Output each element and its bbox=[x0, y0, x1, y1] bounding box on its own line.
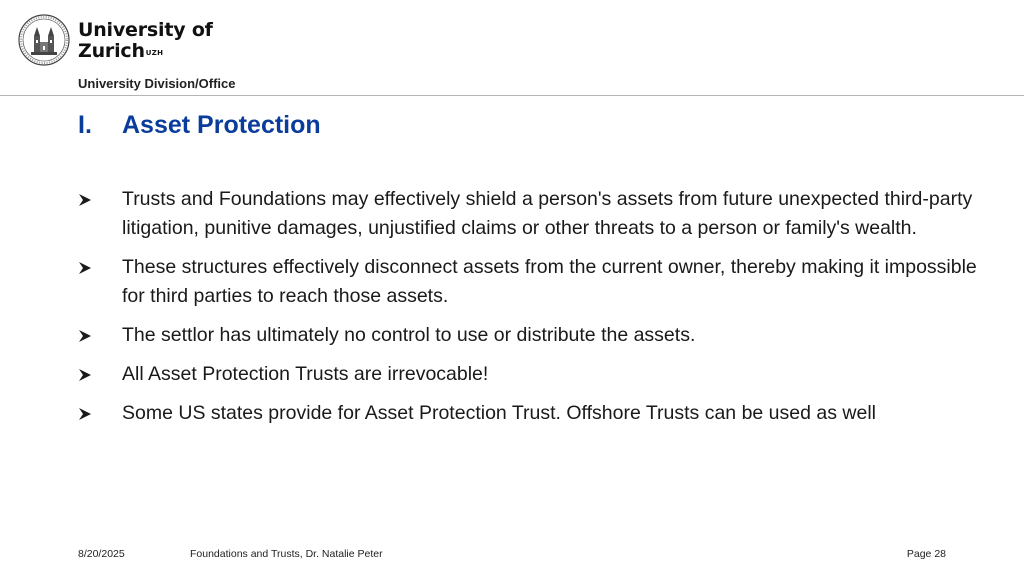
arrow-bullet-icon bbox=[78, 369, 92, 381]
university-name-line2 bbox=[78, 41, 213, 62]
university-name-line1: University of bbox=[78, 19, 213, 41]
bullet-list bbox=[78, 185, 978, 438]
bullet-text: Trusts and Foundations may effectively shield a person's assets from future unexpected third-party litigation, punitive damages, unjustified claims or other threats to a person or family's wealth. bbox=[122, 188, 973, 239]
bullet-text: All Asset Protection Trusts are irrevocable! bbox=[122, 363, 489, 385]
list-item bbox=[78, 185, 978, 243]
university-abbrev: UZH bbox=[145, 49, 164, 57]
university-wordmark bbox=[78, 20, 213, 62]
university-seal-icon bbox=[18, 14, 70, 66]
bullet-text: The settlor has ultimately no control to use or distribute the assets. bbox=[122, 324, 696, 346]
slide-title bbox=[78, 111, 321, 140]
list-item bbox=[78, 360, 978, 389]
arrow-bullet-icon bbox=[78, 194, 92, 206]
footer-title: Foundations and Trusts, Dr. Natalie Peter bbox=[190, 548, 383, 560]
page-number: Page 28 bbox=[906, 548, 946, 560]
arrow-bullet-icon bbox=[78, 262, 92, 274]
bullet-text: These structures effectively disconnect assets from the current owner, thereby making it impossible for third parties to reach those assets. bbox=[122, 256, 977, 307]
section-title: Asset Protection bbox=[122, 111, 321, 139]
slide-header bbox=[0, 0, 1024, 96]
list-item bbox=[78, 399, 978, 428]
list-item bbox=[78, 253, 978, 311]
division-label: University Division/Office bbox=[78, 76, 236, 91]
arrow-bullet-icon bbox=[78, 408, 92, 420]
list-item bbox=[78, 321, 978, 350]
arrow-bullet-icon bbox=[78, 330, 92, 342]
university-city: Zurich bbox=[78, 40, 145, 62]
bullet-text: Some US states provide for Asset Protection Trust. Offshore Trusts can be used as well bbox=[122, 402, 876, 424]
footer-date: 8/20/2025 bbox=[78, 548, 125, 560]
header-divider bbox=[0, 95, 1024, 96]
section-number: I. bbox=[78, 111, 92, 139]
